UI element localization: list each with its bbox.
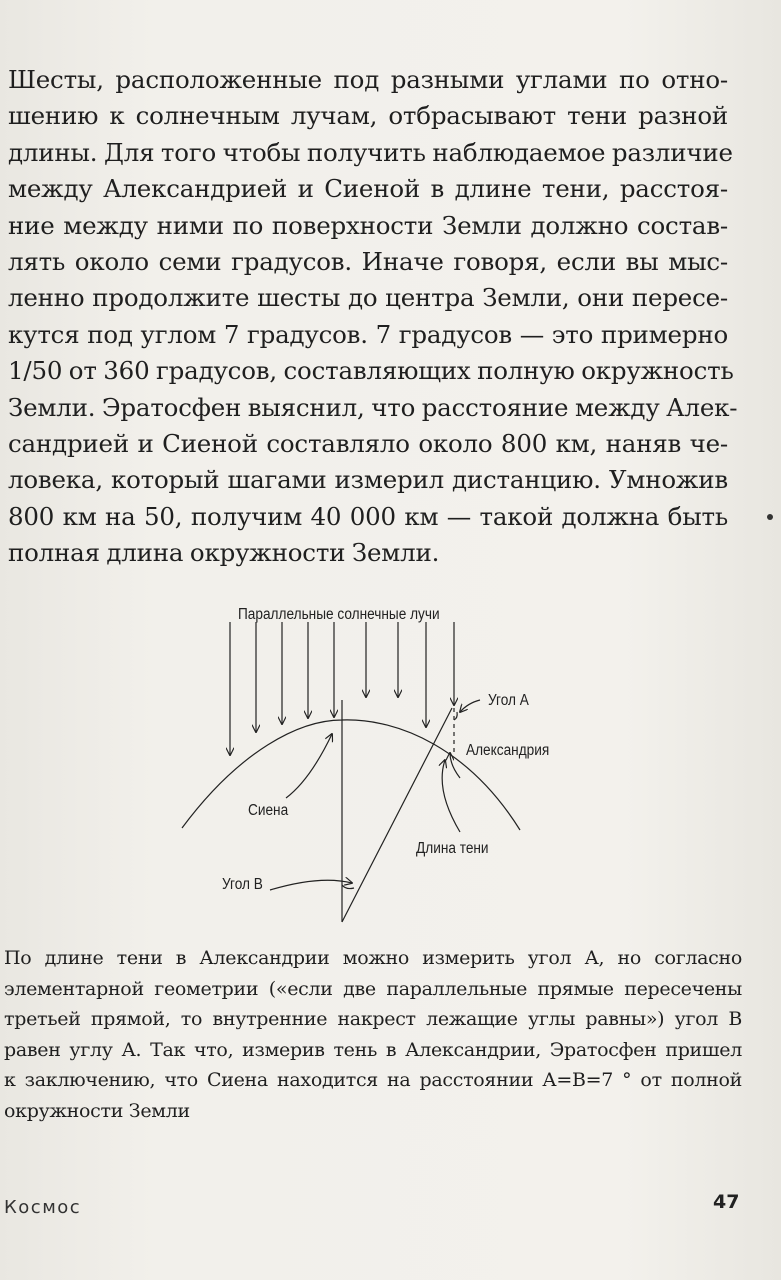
caption-line: окружности Земли bbox=[4, 1099, 190, 1122]
body-line: Земли. Эратосфен выяснил, что расстояние между Алек- bbox=[8, 392, 738, 422]
body-line: ленно продолжите шесты до центра Земли, они пересе- bbox=[8, 283, 728, 313]
pointer-alexandria bbox=[450, 753, 460, 778]
caption-line: третьей прямой, то внутренние накрест лежащие углы равны») угол В bbox=[4, 1008, 742, 1030]
caption-line: к заключению, что Сиена находится на расстоянии А=В=7 ° от полной bbox=[4, 1069, 742, 1091]
alexandria-pole bbox=[342, 708, 452, 922]
body-line: лять около семи градусов. Иначе говоря, если вы мыс- bbox=[8, 247, 728, 277]
pointer-shadow-length bbox=[442, 760, 460, 832]
page-number: 47 bbox=[713, 1191, 740, 1213]
body-line: кутся под углом 7 градусов. 7 градусов — это примерно bbox=[8, 319, 728, 349]
body-line: ние между ними по поверхности Земли должно состав- bbox=[8, 210, 728, 240]
body-line: между Александрией и Сиеной в длине тени, расстоя- bbox=[8, 174, 728, 204]
angle-b-label: Угол В bbox=[222, 876, 263, 893]
figure-caption bbox=[4, 943, 742, 1126]
pointer-syene bbox=[286, 734, 332, 798]
ink-dot bbox=[767, 514, 773, 520]
angle-a-label: Угол А bbox=[488, 692, 529, 709]
body-line: 800 км на 50, получим 40 000 км — такой должна быть bbox=[8, 501, 728, 531]
body-paragraph bbox=[8, 62, 738, 572]
body-line: шению к солнечным лучам, отбрасывают тени разной bbox=[8, 101, 728, 131]
body-line: Шесты, расположенные под разными углами по отно- bbox=[8, 65, 728, 94]
earth-surface-arc bbox=[182, 720, 520, 830]
caption-line: равен углу А. Так что, измерив тень в Александрии, Эратосфен пришел bbox=[4, 1038, 742, 1061]
pointer-angle-b bbox=[270, 880, 352, 890]
syene-label: Сиена bbox=[248, 802, 289, 819]
running-footer-title: Космос bbox=[4, 1197, 82, 1218]
body-line: длины. Для того чтобы получить наблюдаемое различие bbox=[8, 137, 733, 167]
alexandria-label: Александрия bbox=[466, 742, 550, 759]
pointer-angle-a bbox=[460, 700, 480, 712]
shadow-length-label: Длина тени bbox=[416, 840, 489, 857]
body-line: 1/50 от 360 градусов, составляющих полную окружность bbox=[8, 356, 734, 386]
sun-rays-label: Параллельные солнечные лучи bbox=[238, 606, 440, 623]
eratosthenes-diagram bbox=[160, 600, 580, 930]
angle-b-arc bbox=[342, 885, 354, 889]
body-line: сандрией и Сиеной составляло около 800 км, наняв че- bbox=[8, 429, 728, 459]
body-line: полная длина окружности Земли. bbox=[8, 538, 440, 568]
body-line: ловека, который шагами измерил дистанцию. Умножив bbox=[8, 465, 728, 495]
caption-line: элементарной геометрии («если две параллельные прямые пересечены bbox=[4, 977, 742, 1000]
caption-line: По длине тени в Александрии можно измерить угол А, но согласно bbox=[4, 947, 742, 969]
